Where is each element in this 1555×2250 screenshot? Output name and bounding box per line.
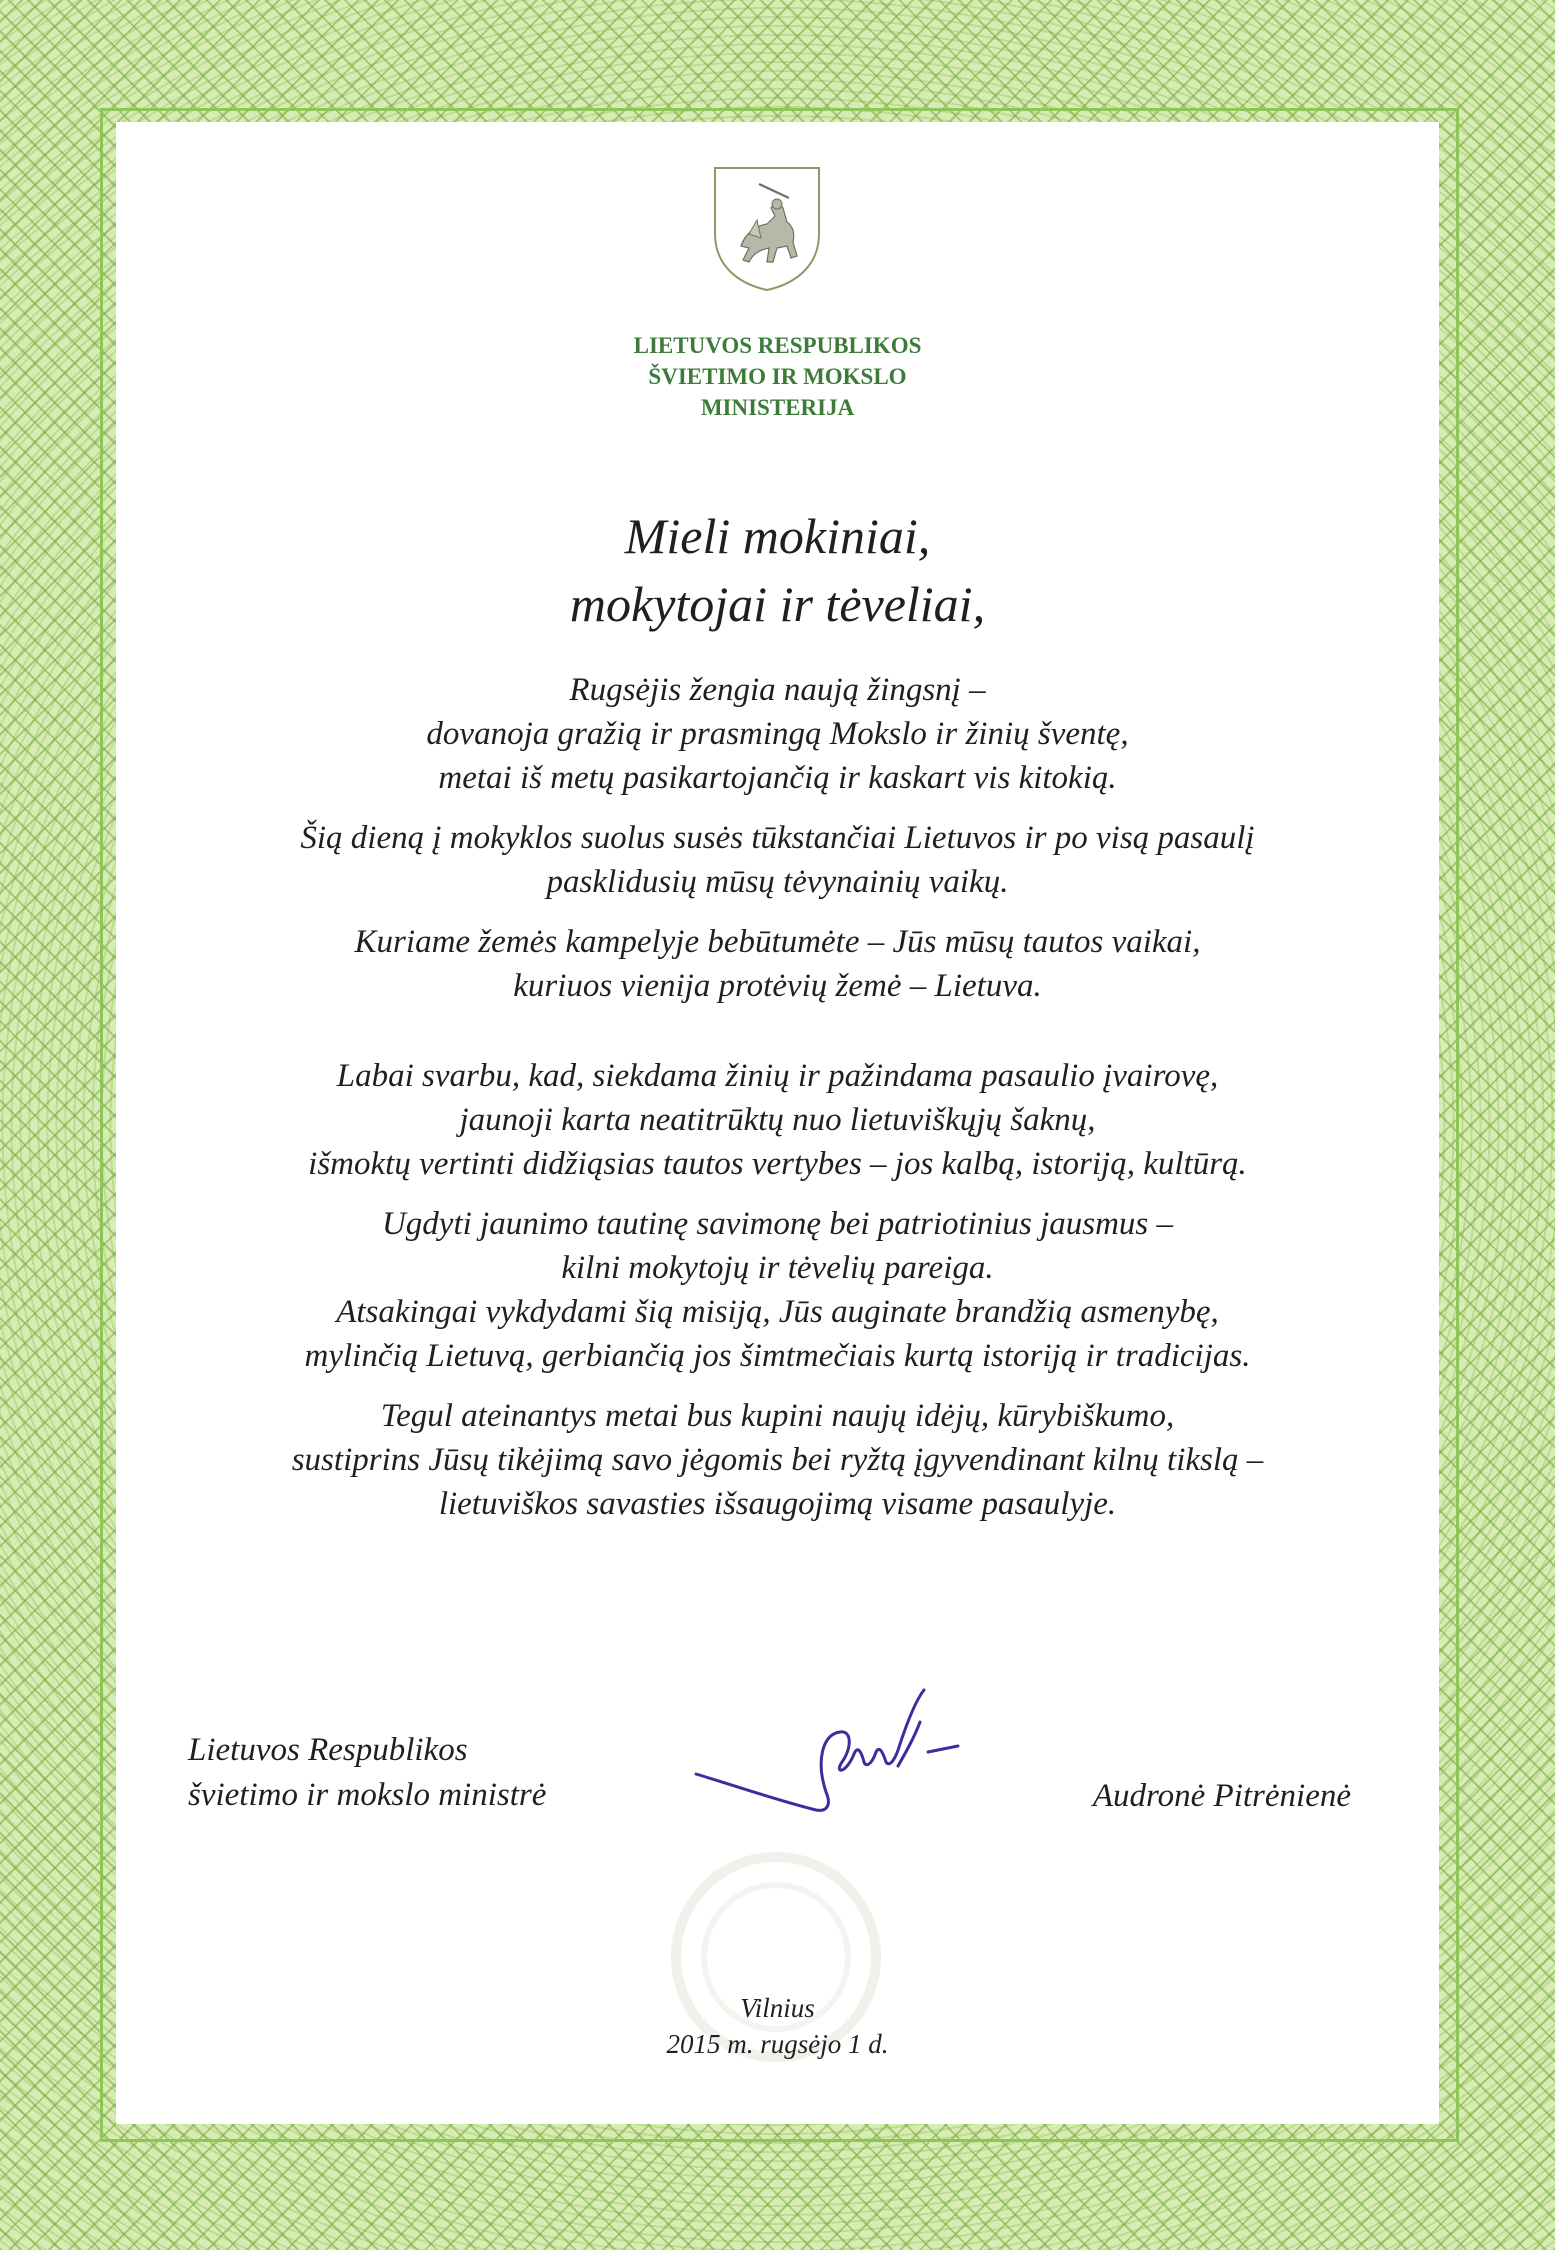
paragraph xyxy=(156,1394,1399,1526)
signatory-title xyxy=(188,1728,546,1818)
ministry-line: ŠVIETIMO IR MOKSLO xyxy=(648,364,907,389)
signatory-title-line: švietimo ir mokslo ministrė xyxy=(188,1777,547,1813)
body-line: sustiprins Jūsų tikėjimą savo jėgomis bei ryžtą įgyvendinant kilnų tikslą – xyxy=(291,1442,1264,1478)
paragraph xyxy=(156,920,1399,1008)
greeting-line: Mieli mokiniai, xyxy=(624,508,931,564)
body-line: kuriuos vienija protėvių žemė – Lietuva. xyxy=(513,968,1042,1004)
body-line: metai iš metų pasikartojančią ir kaskart vis kitokią. xyxy=(438,760,1117,796)
body-line: išmoktų vertinti didžiąsias tautos vertybes – jos kalbą, istoriją, kultūrą. xyxy=(308,1146,1247,1182)
body-line: pasklidusių mūsų tėvynainių vaikų. xyxy=(546,864,1009,900)
paragraph xyxy=(156,1054,1399,1186)
body-line: Ugdyti jaunimo tautinę savimonę bei patriotinius jausmus – xyxy=(381,1206,1174,1242)
letter-sheet xyxy=(116,122,1439,2124)
signatory-title-line: Lietuvos Respublikos xyxy=(188,1732,468,1768)
body-line: dovanoja gražią ir prasmingą Mokslo ir žinių šventę, xyxy=(426,716,1129,752)
place: Vilnius xyxy=(740,1993,815,2023)
coat-of-arms-icon xyxy=(711,164,823,294)
body-line: Šią dieną į mokyklos suolus susės tūkstančiai Lietuvos ir po visą pasaulį xyxy=(300,820,1255,856)
ministry-name xyxy=(116,330,1439,423)
body-line: Atsakingai vykdydami šią misiją, Jūs auginate brandžią asmenybę, xyxy=(336,1294,1219,1330)
ministry-line: MINISTERIJA xyxy=(700,395,855,420)
ministry-line: LIETUVOS RESPUBLIKOS xyxy=(633,333,922,358)
signatory-name: Audronė Pitrėnienė xyxy=(1092,1778,1351,1814)
paragraph xyxy=(156,1202,1399,1378)
paragraph xyxy=(156,816,1399,904)
body-line: Rugsėjis žengia naują žingsnį – xyxy=(569,672,986,708)
body-line: kilni mokytojų ir tėvelių pareiga. xyxy=(561,1250,994,1286)
place-and-date xyxy=(116,1990,1439,2062)
body-line: Kuriame žemės kampelyje bebūtumėte – Jūs mūsų tautos vaikai, xyxy=(354,924,1201,960)
letter-body xyxy=(156,668,1399,1526)
paragraph xyxy=(156,668,1399,800)
body-line: Tegul ateinantys metai bus kupini naujų idėjų, kūrybiškumo, xyxy=(380,1398,1175,1434)
body-line: jaunoji karta neatitrūktų nuo lietuviškųjų šaknų, xyxy=(459,1102,1096,1138)
body-line: Labai svarbu, kad, siekdama žinių ir pažindama pasaulio įvairovę, xyxy=(336,1058,1219,1094)
signature-icon xyxy=(676,1682,1006,1842)
body-line: lietuviškos savasties išsaugojimą visame pasaulyje. xyxy=(438,1486,1117,1522)
greeting-line: mokytojai ir tėveliai, xyxy=(569,576,986,632)
body-line: mylinčią Lietuvą, gerbiančią jos šimtmečiais kurtą istoriją ir tradicijas. xyxy=(304,1338,1251,1374)
date: 2015 m. rugsėjo 1 d. xyxy=(666,2029,889,2059)
greeting xyxy=(116,502,1439,638)
